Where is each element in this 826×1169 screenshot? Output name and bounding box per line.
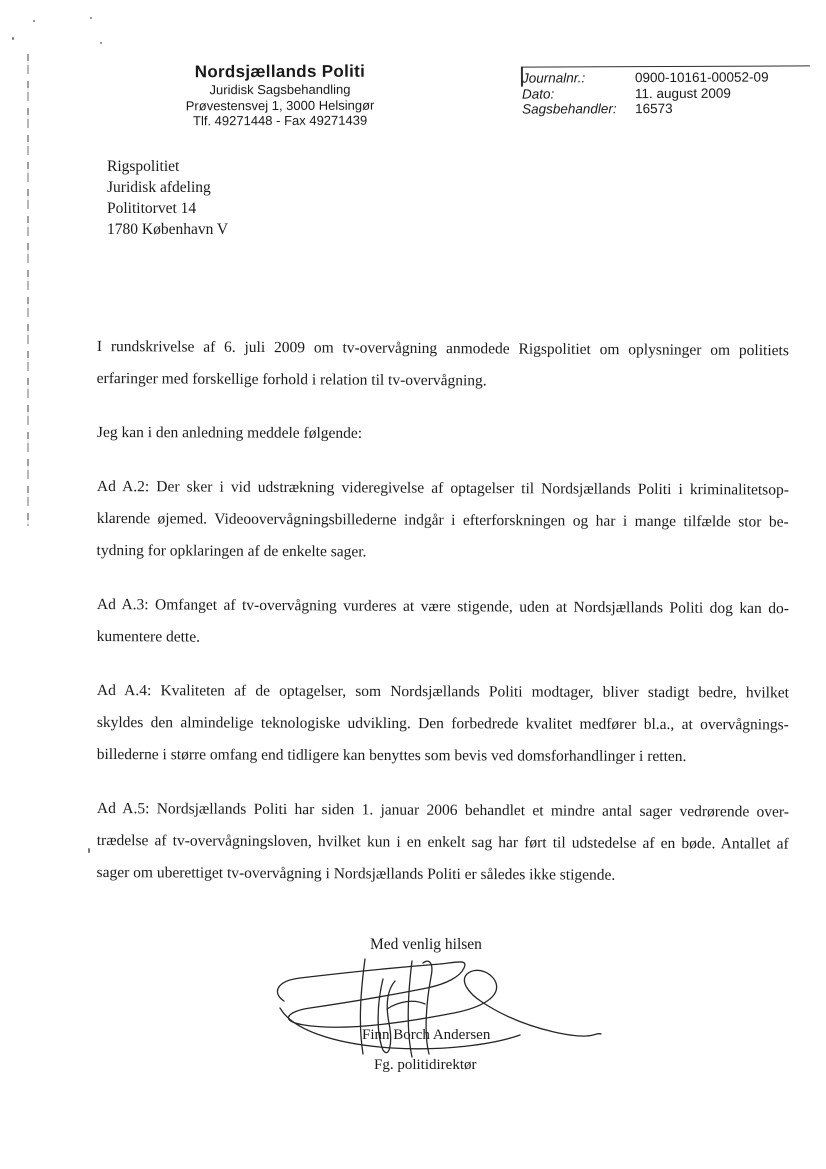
scan-speck <box>88 848 90 853</box>
body-line: tydning for opklaringen af de enkelte sager. <box>96 541 367 561</box>
paragraph-ad-a5 <box>96 793 788 893</box>
body-line: I rundskrivelse af 6. juli 2009 om tv-overvågning anmodede Rigspolitiet om oplysninger om politiets <box>96 337 789 360</box>
scan-speck <box>100 42 102 44</box>
paragraph-ad-a4 <box>97 675 789 773</box>
paragraph-lead-in <box>97 417 789 451</box>
letterhead-organization: Nordsjællands Politi <box>194 61 366 82</box>
paragraph-ad-a2 <box>96 471 788 571</box>
caseworker-value: 16573 <box>635 101 673 117</box>
body-line: skyldes den almindelige teknologiske udvikling. Den forbedrede kvalitet medfører bl.a., at overvågnings- <box>96 713 789 734</box>
date-row <box>522 85 810 102</box>
journal-info-box <box>522 65 810 117</box>
letter-body <box>97 331 789 911</box>
caseworker-label: Sagsbehandler: <box>522 101 617 117</box>
body-line: kumentere dette. <box>96 627 201 646</box>
scan-speck <box>12 37 14 40</box>
letterhead-department: Juridisk Sagsbehandling <box>209 81 351 98</box>
body-line: klarende øjemed. Videoovervågningsbillederne indgår i efterforskningen og har i mange tilfælde stor be- <box>96 509 789 531</box>
body-line: erfaringer med forskellige forhold i relation til tv-overvågning. <box>96 369 487 390</box>
paragraph-intro <box>97 331 789 399</box>
scan-speck <box>33 20 35 22</box>
body-line: Ad A.2: Der sker i vid udstrækning videregivelse af optagelser til Nordsjællands Politi i kriminalitetsop- <box>96 477 789 499</box>
date-label: Dato: <box>521 86 555 102</box>
date-value: 11. august 2009 <box>634 85 731 101</box>
recipient-address <box>107 156 228 240</box>
letterhead <box>120 61 440 129</box>
recipient-line: Rigspolitiet <box>107 158 180 175</box>
body-line: billederne i større omfang end tidligere kan benyttes som bevis ved domsforhandlinger i retten. <box>96 745 687 766</box>
body-line: sager om uberettiget tv-overvågning i Nordsjællands Politi er således ikke stigende. <box>96 863 616 884</box>
signer-title: Fg. politidirektør <box>374 1057 477 1073</box>
caseworker-row <box>522 101 810 118</box>
journal-number-value: 0900-10161-00052-09 <box>634 69 769 86</box>
signer-name: Finn Borch Andersen <box>362 1027 491 1043</box>
letterhead-address: Prøvestensvej 1, 3000 Helsingør <box>185 97 375 113</box>
recipient-line: Polititorvet 14 <box>107 200 197 217</box>
body-line: Ad A.5: Nordsjællands Politi har siden 1. januar 2006 behandlet et mindre antal sager vedrørende over- <box>96 799 789 821</box>
body-line: trædelse af tv-overvågningsloven, hvilket kun i en enkelt sag har ført til udstedelse af en bøde. Antallet af <box>96 831 789 853</box>
scan-speck <box>90 17 92 19</box>
paragraph-ad-a3 <box>97 589 789 657</box>
journal-number-label: Journalnr.: <box>521 70 586 86</box>
letterhead-phone-fax: Tlf. 49271448 - Fax 49271439 <box>192 112 368 129</box>
journal-number-row <box>522 69 810 86</box>
recipient-line: 1780 København V <box>107 221 229 238</box>
body-line: Jeg kan i den anledning meddele følgende: <box>96 423 363 442</box>
scan-artifact-vertical-line <box>27 54 29 526</box>
recipient-line: Juridisk afdeling <box>107 179 211 196</box>
closing-salutation: Med venlig hilsen <box>370 936 482 953</box>
body-line: Ad A.4: Kvaliteten af de optagelser, som Nordsjællands Politi modtager, bliver stadigt bedre, hvilket <box>96 682 789 702</box>
body-line: Ad A.3: Omfanget af tv-overvågning vurderes at være stigende, uden at Nordsjællands Politi dog kan do- <box>96 595 789 618</box>
handwritten-signature-scribble <box>262 951 602 1065</box>
